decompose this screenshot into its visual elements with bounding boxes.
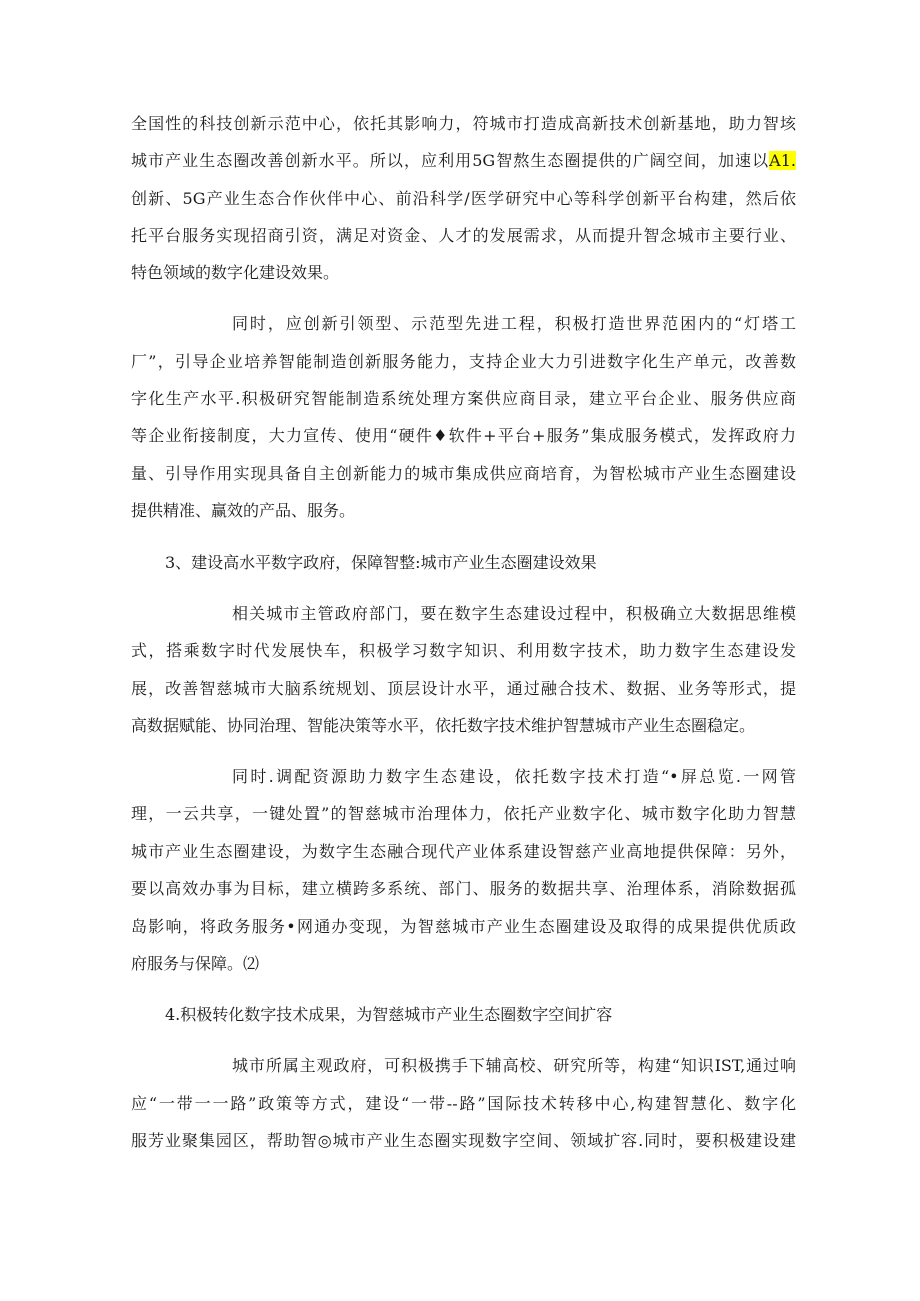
paragraph-2-line-4: 等企业衔接制度，大力宣传、使用“硬件♦软件+平台+服务”集成服务模式，发挥政府力 bbox=[131, 426, 796, 445]
paragraph-4-line-5: 岛影响，将政务服务•网通办变现，为智慈城市产业生态圈建设及取得的成果提供优质政 bbox=[131, 917, 796, 936]
paragraph-4-line-3: 城市产业生态圈建设，为数字生态融合现代产业体系建设智慈产业高地提供保障：另外， bbox=[131, 842, 796, 861]
highlighted-text: A1. bbox=[769, 151, 796, 170]
paragraph-2-line-6: 提供精准、赢效的产品、服务。 bbox=[131, 501, 356, 520]
paragraph-5-line-2: 应“一带一一路”政策等方式，建设“一带--路”国际技术转移中心,构建智慧化、数字化 bbox=[131, 1094, 796, 1113]
paragraph-5-line-1: 城市所属主观政府，可积极携手下辅高校、研究所等，构建“知识IST,通过响 bbox=[232, 1056, 796, 1075]
paragraph-4-line-2: 理，一云共享，一键处置”的智慈城市治理体力，依托产业数字化、城市数字化助力智慧 bbox=[131, 804, 796, 823]
paragraph-2-line-1: 同时，应创新引领型、示范型先进工程，积极打造世界范困内的“灯塔工 bbox=[232, 314, 796, 333]
paragraph-3-line-4: 高数据赋能、协同治理、智能决策等水平，依托数字技术维护智慧城市产业生态圈稳定。 bbox=[131, 716, 756, 735]
paragraph-3-line-2: 式，搭乘数字时代发展快车，积极学习数字知识、利用数字技术，助力数字生态建设发 bbox=[131, 641, 796, 660]
paragraph-1-line-5: 特色领域的数字化建设效果。 bbox=[131, 263, 340, 282]
paragraph-2-line-2: 厂”，引导企业培养智能制造创新服务能力，支持企业大力引进数字化生产单元，改善数 bbox=[131, 352, 796, 371]
paragraph-1-line-4: 托平台服务实现招商引资，满足对资金、人才的发展需求，从而提升智念城市主要行业、 bbox=[131, 226, 796, 245]
paragraph-4-line-6: 府服务与保障。⑵ bbox=[131, 954, 260, 973]
paragraph-3-line-1: 相关城市主管政府部门，要在数字生态建设过程中，积极确立大数据思维模 bbox=[232, 604, 796, 623]
paragraph-2-line-5: 量、引导作用实现具备自主创新能力的城市集成供应商培育，为智松城市产业生态圈建设 bbox=[131, 464, 796, 483]
paragraph-1-line-1: 全国性的科技创新示范中心，依托其影响力，符城市打造成高新技术创新基地，助力智垓 bbox=[131, 114, 796, 133]
paragraph-4-line-4: 要以高效办事为目标，建立横跨多系统、部门、服务的数据共享、治理体系，消除数据孤 bbox=[131, 879, 796, 898]
paragraph-2-line-3: 字化生产水平.积极研究智能制造系统处理方案供应商目录，建立平台企业、服务供应商 bbox=[131, 389, 796, 408]
paragraph-1-line-3: 创新、5G产业生态合作伙伴中心、前沿科学/医学研究中心等科学创新平台构建，然后依 bbox=[131, 189, 796, 208]
section-heading-4: 4.积极转化数字技术成果，为智慈城市产业生态圈数字空间扩容 bbox=[165, 1005, 613, 1024]
paragraph-5-line-3: 服芳业聚集园区，帮助智◎城市产业生态圈实现数字空间、领域扩容.同时，要积极建设建 bbox=[131, 1131, 796, 1150]
paragraph-1-line-2-text: 城市产业生态圈改善创新水平。所以，应利用5G智熬生态圈提供的广阔空间，加速以 bbox=[131, 151, 770, 170]
section-heading-3: 3、建设高水平数字政府，保障智整:城市产业生态圈建设效果 bbox=[165, 553, 597, 572]
paragraph-4-line-1: 同时.调配资源助力数字生态建设，依托数字技术打造“•屏总览.一网管 bbox=[232, 767, 796, 786]
paragraph-1-line-2 bbox=[131, 151, 796, 171]
paragraph-3-line-3: 展，改善智慈城市大脑系统规划、顶层设计水平，通过融合技术、数据、业务等形式，提 bbox=[131, 679, 796, 698]
